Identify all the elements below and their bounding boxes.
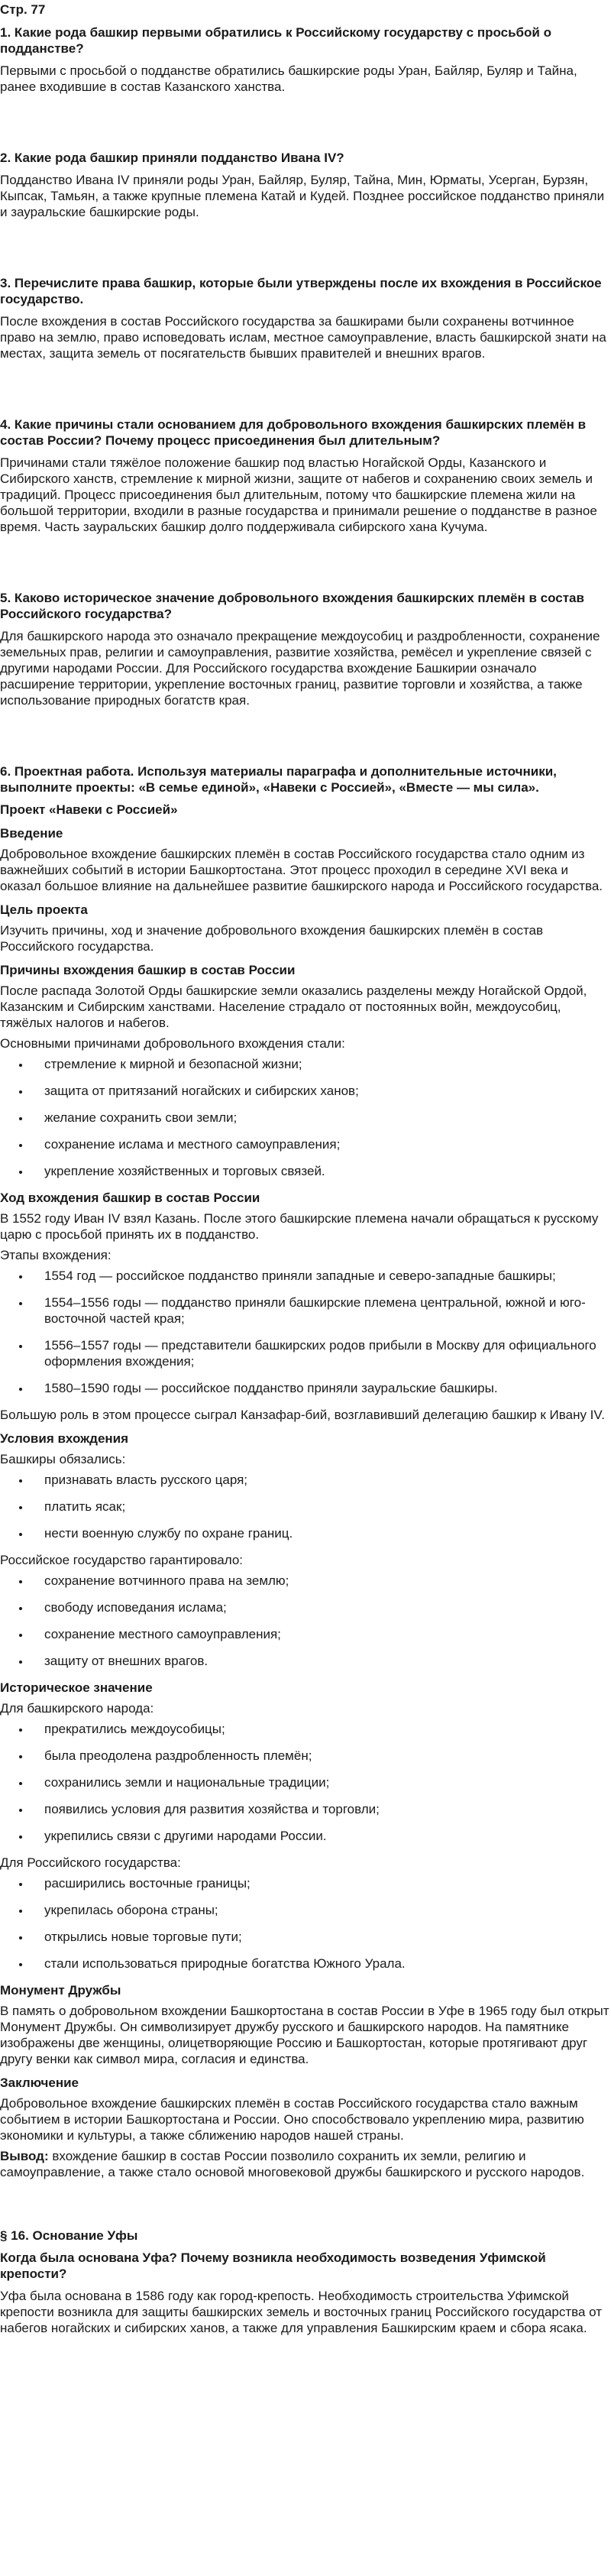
course-text: В 1552 году Иван IV взял Казань. После этого башкирские племена начали обращаться к русскому царю с просьбой принять их в подданство. bbox=[0, 1211, 599, 1242]
list-item: • стремление к мирной и безопасной жизни; bbox=[31, 1056, 611, 1072]
significance-lead-2: Для Российского государства: bbox=[0, 1855, 181, 1870]
list-item: • платить ясак; bbox=[31, 1499, 611, 1515]
causes-lead: Основными причинами добровольного вхождения стали: bbox=[0, 1036, 345, 1051]
list-item: • прекратились междоусобицы; bbox=[31, 1721, 611, 1737]
stages-lead: Этапы вхождения: bbox=[0, 1248, 112, 1262]
list-item: • появились условия для развития хозяйства и торговли; bbox=[31, 1801, 611, 1817]
project-title: Проект «Навеки с Россией» bbox=[0, 802, 178, 817]
list-item: • была преодолена раздробленность племён; bbox=[31, 1748, 611, 1764]
section-16-title: § 16. Основание Уфы bbox=[0, 2228, 138, 2243]
answer-3: После вхождения в состав Российского государства за башкирами были сохранены вотчинное право на землю, право исповедовать ислам, местное самоуправление, власть башкирской знати на местах, защита земель от посягательств бывших правителей и внешних врагов. bbox=[0, 314, 606, 361]
conclusion-heading: Заключение bbox=[0, 2075, 79, 2090]
list-item: • 1580–1590 годы — российское подданство приняли зауральские башкиры. bbox=[31, 1380, 611, 1396]
list-item: • стали использоваться природные богатства Южного Урала. bbox=[31, 1955, 611, 1972]
list-item: • сохранение местного самоуправления; bbox=[31, 1626, 611, 1642]
conditions-heading: Условия вхождения bbox=[0, 1431, 129, 1446]
outcome-lead: Вывод: bbox=[0, 2149, 49, 2163]
list-item: • признавать власть русского царя; bbox=[31, 1472, 611, 1488]
answer-5: Для башкирского народа это означало прекращение междоусобиц и раздробленности, сохранение земельных прав, религии и самоуправления, развитие хозяйства, ремёсел и укрепление связей с другими народами России. Для Российского государства вхождение Башкирии означало расширение территории, укрепление восточных границ, развитие торговли и хозяйства, а также использование природных богатств края. bbox=[0, 629, 600, 708]
significance-lead-1: Для башкирского народа: bbox=[0, 1701, 154, 1716]
list-item: • свободу исповедания ислама; bbox=[31, 1599, 611, 1615]
list-item: • защита от притязаний ногайских и сибирских ханов; bbox=[31, 1083, 611, 1099]
outcome-paragraph bbox=[0, 2148, 611, 2180]
list-item: • 1554–1556 годы — подданство приняли башкирские племена центральной, южной и юго-восточной частей края; bbox=[31, 1294, 611, 1327]
question-1: 1. Какие рода башкир первыми обратились к Российскому государству с просьбой о подданстве? bbox=[0, 25, 551, 56]
question-5: 5. Каково историческое значение добровольного вхождения башкирских племён в состав Российского государства? bbox=[0, 591, 584, 621]
conditions-list-1 bbox=[0, 1472, 611, 1541]
section-16-question: Когда была основана Уфа? Почему возникла необходимость возведения Уфимской крепости? bbox=[0, 2250, 546, 2281]
list-item: • укрепились связи с другими народами России. bbox=[31, 1828, 611, 1844]
stages-list bbox=[0, 1268, 611, 1396]
significance-heading: Историческое значение bbox=[0, 1680, 153, 1695]
answer-2: Подданство Ивана IV приняли роды Уран, Байляр, Буляр, Тайна, Мин, Юрматы, Усерган, Бурзян, Кыпсак, Тамьян, а также крупные племена Катай и Кудей. Позднее российское подданство приняли и зауральские башкирские роды. bbox=[0, 173, 605, 219]
conclusion-text: Добровольное вхождение башкирских племён в состав Российского государства стало важным событием в истории Башкортостана и России. Оно способствовало укреплению мира, развитию экономики и культуры, а также сближению народов нашей страны. bbox=[0, 2096, 584, 2143]
causes-text: После распада Золотой Орды башкирские земли оказались разделены между Ногайской Ордой, Казанским и Сибирским ханствами. Население страдало от постоянных войн, междоусобиц, тяжёлых налогов и набегов. bbox=[0, 983, 587, 1030]
goal-text: Изучить причины, ход и значение добровольного вхождения башкирских племён в состав Российского государства. bbox=[0, 923, 544, 954]
monument-heading: Монумент Дружбы bbox=[0, 1983, 121, 1998]
question-6: 6. Проектная работа. Используя материалы параграфа и дополнительные источники, выполните проекты: «В семье единой», «Навеки с Россией», «Вместе — мы сила». bbox=[0, 764, 557, 795]
list-item: • 1556–1557 годы — представители башкирских родов прибыли в Москву для официального оформления вхождения; bbox=[31, 1337, 611, 1369]
course-heading: Ход вхождения башкир в состав России bbox=[0, 1191, 260, 1205]
intro-text: Добровольное вхождение башкирских племён в состав Российского государства стало одним из важнейших событий в истории Башкортостана. Этот процесс проходил в середине XVI века и оказал большое влияние на дальнейшее развитие башкирского народа и Российского государства. bbox=[0, 847, 603, 893]
goal-heading: Цель проекта bbox=[0, 902, 88, 917]
course-note: Большую роль в этом процессе сыграл Канзафар-бий, возглавивший делегацию башкир к Ивану IV. bbox=[0, 1408, 605, 1422]
list-item: • сохранились земли и национальные традиции; bbox=[31, 1774, 611, 1790]
list-item: • сохранение вотчинного права на землю; bbox=[31, 1573, 611, 1589]
conditions-lead-2: Российское государство гарантировало: bbox=[0, 1553, 244, 1567]
list-item: • укрепление хозяйственных и торговых связей. bbox=[31, 1163, 611, 1179]
monument-text: В память о добровольном вхождении Башкортостана в состав России в Уфе в 1965 году был открыт Монумент Дружбы. Он символизирует дружбу русского и башкирского народов. На памятнике изображены две женщины, олицетворяющие Россию и Башкортостан, которые протягивают друг другу венки как символ мира, согласия и единства. bbox=[0, 2004, 609, 2066]
conditions-list-2 bbox=[0, 1573, 611, 1669]
list-item: • укрепилась оборона страны; bbox=[31, 1902, 611, 1918]
intro-heading: Введение bbox=[0, 826, 63, 841]
causes-heading: Причины вхождения башкир в состав России bbox=[0, 963, 296, 977]
significance-list-2 bbox=[0, 1875, 611, 1972]
question-3: 3. Перечислите права башкир, которые были утверждены после их вхождения в Российское государство. bbox=[0, 276, 602, 306]
list-item: • желание сохранить свои земли; bbox=[31, 1110, 611, 1126]
list-item: • 1554 год — российское подданство приняли западные и северо-западные башкиры; bbox=[31, 1268, 611, 1284]
question-2: 2. Какие рода башкир приняли подданство Ивана IV? bbox=[0, 151, 344, 165]
list-item: • открылись новые торговые пути; bbox=[31, 1929, 611, 1945]
answer-1: Первыми с просьбой о подданстве обратились башкирские роды Уран, Байляр, Буляр и Тайна, ранее входившие в состав Казанского ханства. bbox=[0, 63, 577, 94]
list-item: • нести военную службу по охране границ. bbox=[31, 1525, 611, 1541]
outcome-text: вхождение башкир в состав России позволило сохранить их земли, религию и самоуправление, а также стало основой многовековой дружбы башкирского и русского народов. bbox=[0, 2149, 585, 2179]
question-4: 4. Какие причины стали основанием для добровольного вхождения башкирских племён в состав России? Почему процесс присоединения был длительным? bbox=[0, 417, 587, 448]
page-number: Стр. 77 bbox=[0, 2, 46, 17]
list-item: • защиту от внешних врагов. bbox=[31, 1653, 611, 1669]
causes-list bbox=[0, 1056, 611, 1179]
significance-list-1 bbox=[0, 1721, 611, 1844]
list-item: • расширились восточные границы; bbox=[31, 1875, 611, 1891]
answer-4: Причинами стали тяжёлое положение башкир под властью Ногайской Орды, Казанского и Сибирского ханств, стремление к мирной жизни, защите от набегов и сохранению своих земель и традиций. Процесс присоединения был длительным, потому что башкирские племена жили на большой территории, входили в разные государства и принимали решение о подданстве в разное время. Часть зауральских башкир долго поддерживала сибирского хана Кучума. bbox=[0, 455, 597, 534]
section-16-answer: Уфа была основана в 1586 году как город-крепость. Необходимость строительства Уфимской крепости возникла для защиты башкирских земель и восточных границ Российского государства от набегов ногайских и сибирских ханов, а также для управления Башкирским краем и сбора ясака. bbox=[0, 2289, 603, 2335]
list-item: • сохранение ислама и местного самоуправления; bbox=[31, 1136, 611, 1152]
conditions-lead-1: Башкиры обязались: bbox=[0, 1452, 126, 1466]
